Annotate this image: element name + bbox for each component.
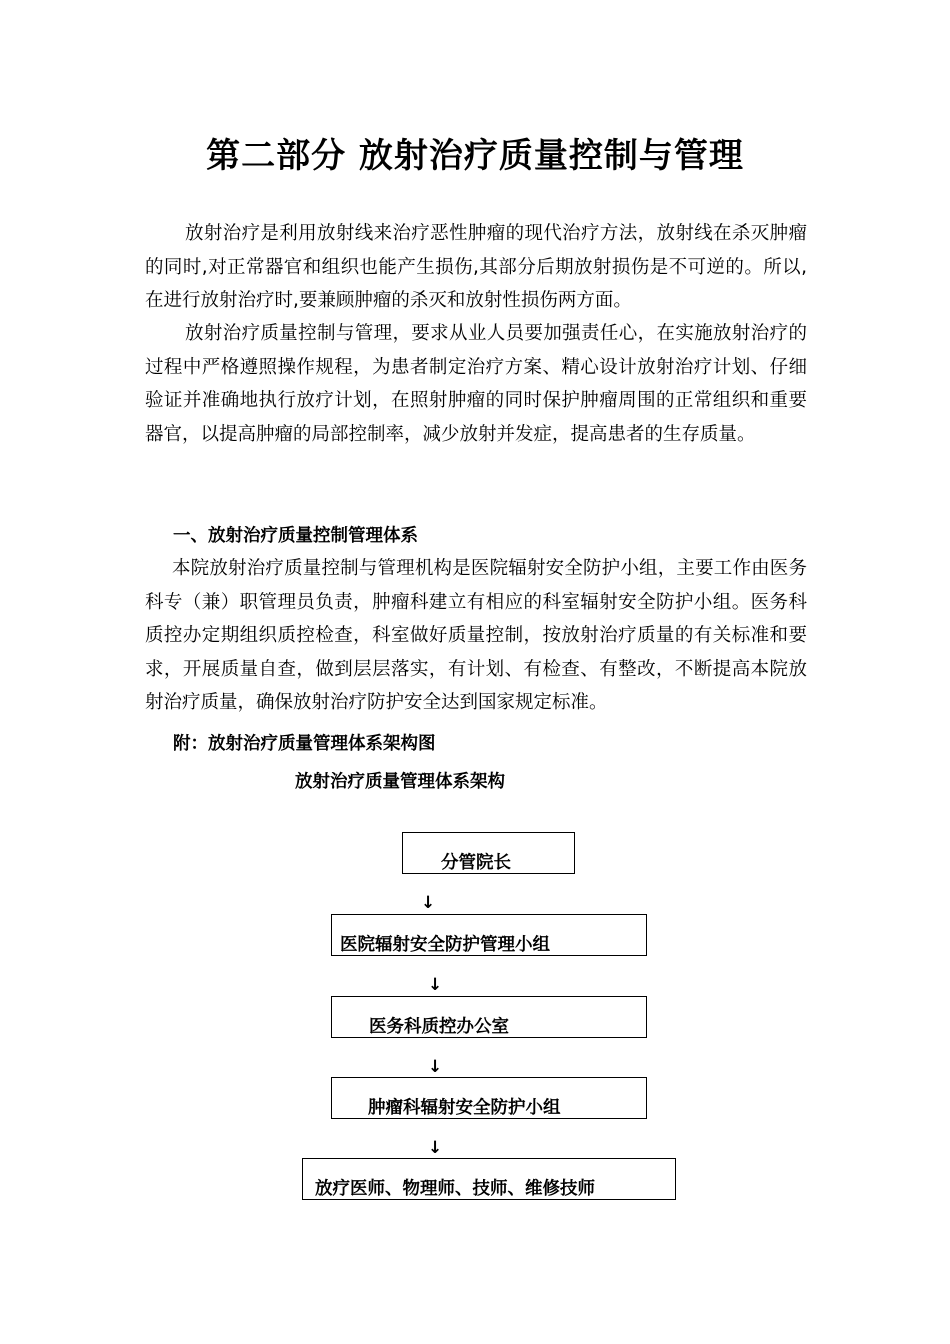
down-arrow-icon: ↓ (428, 1057, 443, 1077)
page-title: 第二部分 放射治疗质量控制与管理 (206, 136, 744, 176)
org-box-oncology-safety-group (331, 1077, 647, 1119)
org-box-vice-president (402, 832, 575, 874)
down-arrow-icon: ↓ (428, 975, 443, 995)
org-box-radiotherapy-staff (302, 1158, 676, 1200)
section-heading: 一、放射治疗质量控制管理体系 (173, 526, 418, 546)
down-arrow-icon: ↓ (421, 893, 436, 913)
org-box-label: 分管院长 (441, 853, 511, 873)
attachment-label: 附：放射治疗质量管理体系架构图 (173, 734, 436, 754)
intro-paragraph-1: 放射治疗是利用放射线来治疗恶性肿瘤的现代治疗方法，放射线在杀灭肿瘤的同时,对正常器官和组织也能产生损伤,其部分后期放射损伤是不可逆的。所以,在进行放射治疗时,要兼顾肿瘤的杀灭和放射性损伤两方面。 (145, 223, 807, 311)
section-paragraph: 本院放射治疗质量控制与管理机构是医院辐射安全防护小组，主要工作由医务科专（兼）职管理员负责，肿瘤科建立有相应的科室辐射安全防护小组。医务科质控办定期组织质控检查，科室做好质量控制，按放射治疗质量的有关标准和要求，开展质量自查，做到层层落实，有计划、有检查、有整改，不断提高本院放射治疗质量，确保放射治疗防护安全达到国家规定标准。 (145, 558, 807, 713)
org-box-label: 肿瘤科辐射安全防护小组 (368, 1098, 561, 1118)
org-box-label: 医院辐射安全防护管理小组 (340, 935, 550, 955)
org-chart-title: 放射治疗质量管理体系架构 (295, 772, 505, 792)
org-box-label: 医务科质控办公室 (369, 1017, 509, 1037)
intro-paragraph-2: 放射治疗质量控制与管理，要求从业人员要加强责任心，在实施放射治疗的过程中严格遵照操作规程，为患者制定治疗方案、精心设计放射治疗计划、仔细验证并准确地执行放疗计划，在照射肿瘤的同时保护肿瘤周围的正常组织和重要器官，以提高肿瘤的局部控制率，减少放射并发症，提高患者的生存质量。 (145, 323, 807, 445)
org-box-label: 放疗医师、物理师、技师、维修技师 (315, 1179, 595, 1199)
down-arrow-icon: ↓ (428, 1138, 443, 1158)
org-box-hospital-safety-group (331, 914, 647, 956)
org-box-qc-office (331, 996, 647, 1038)
